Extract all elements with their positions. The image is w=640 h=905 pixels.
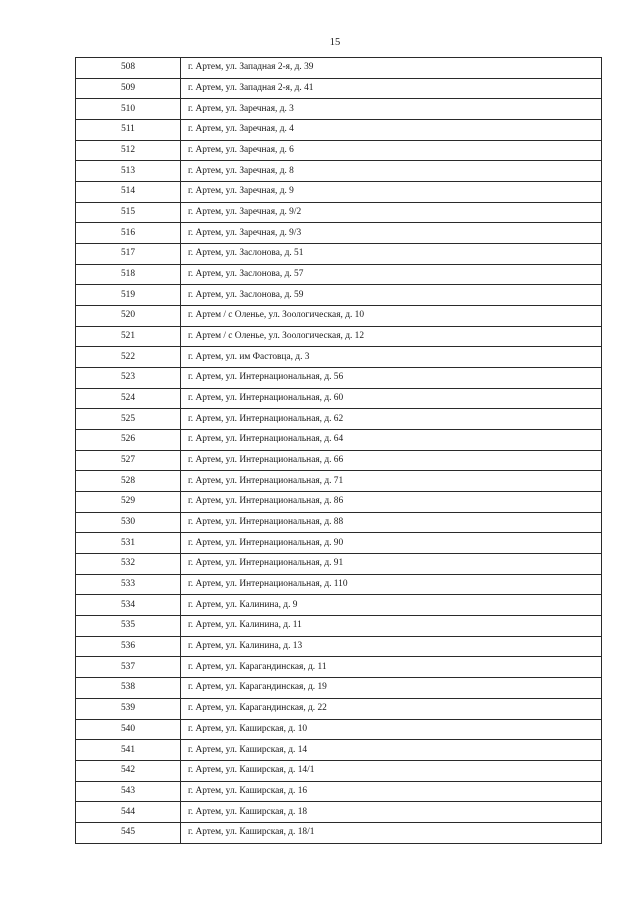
table-row bbox=[76, 760, 602, 781]
table-row bbox=[76, 285, 602, 306]
row-number-cell: 544 bbox=[76, 802, 181, 823]
table-row bbox=[76, 347, 602, 368]
address-cell: г. Артем, ул. Интернациональная, д. 71 bbox=[181, 471, 602, 492]
address-cell: г. Артем, ул. Интернациональная, д. 56 bbox=[181, 368, 602, 389]
row-number-cell: 514 bbox=[76, 182, 181, 203]
address-cell: г. Артем, ул. Заречная, д. 9/3 bbox=[181, 223, 602, 244]
row-number-cell: 512 bbox=[76, 140, 181, 161]
table-row bbox=[76, 368, 602, 389]
table-row bbox=[76, 471, 602, 492]
row-number-cell: 537 bbox=[76, 657, 181, 678]
table-row bbox=[76, 698, 602, 719]
address-cell: г. Артем, ул. Калинина, д. 9 bbox=[181, 595, 602, 616]
address-cell: г. Артем, ул. Интернациональная, д. 64 bbox=[181, 430, 602, 451]
table-row bbox=[76, 306, 602, 327]
row-number-cell: 529 bbox=[76, 492, 181, 513]
row-number-cell: 540 bbox=[76, 719, 181, 740]
row-number-cell: 525 bbox=[76, 409, 181, 430]
row-number-cell: 539 bbox=[76, 698, 181, 719]
address-cell: г. Артем, ул. Каширская, д. 14 bbox=[181, 740, 602, 761]
table-row bbox=[76, 740, 602, 761]
table-row bbox=[76, 430, 602, 451]
table-row bbox=[76, 244, 602, 265]
address-cell: г. Артем, ул. Заслонова, д. 59 bbox=[181, 285, 602, 306]
row-number-cell: 521 bbox=[76, 326, 181, 347]
table-row bbox=[76, 161, 602, 182]
address-cell: г. Артем, ул. Заречная, д. 6 bbox=[181, 140, 602, 161]
row-number-cell: 530 bbox=[76, 512, 181, 533]
row-number-cell: 527 bbox=[76, 450, 181, 471]
address-cell: г. Артем, ул. Каширская, д. 18/1 bbox=[181, 822, 602, 843]
address-table bbox=[75, 57, 602, 844]
address-cell: г. Артем, ул. Интернациональная, д. 88 bbox=[181, 512, 602, 533]
address-cell: г. Артем, ул. Каширская, д. 16 bbox=[181, 781, 602, 802]
address-cell: г. Артем, ул. Каширская, д. 10 bbox=[181, 719, 602, 740]
address-cell: г. Артем, ул. Западная 2-я, д. 39 bbox=[181, 58, 602, 79]
table-row bbox=[76, 182, 602, 203]
address-cell: г. Артем, ул. Калинина, д. 11 bbox=[181, 616, 602, 637]
address-cell: г. Артем, ул. Заслонова, д. 51 bbox=[181, 244, 602, 265]
row-number-cell: 543 bbox=[76, 781, 181, 802]
row-number-cell: 524 bbox=[76, 388, 181, 409]
table-row bbox=[76, 202, 602, 223]
table-row bbox=[76, 595, 602, 616]
address-cell: г. Артем, ул. Интернациональная, д. 86 bbox=[181, 492, 602, 513]
row-number-cell: 542 bbox=[76, 760, 181, 781]
row-number-cell: 528 bbox=[76, 471, 181, 492]
address-cell: г. Артем, ул. Интернациональная, д. 110 bbox=[181, 574, 602, 595]
row-number-cell: 534 bbox=[76, 595, 181, 616]
table-row bbox=[76, 636, 602, 657]
row-number-cell: 517 bbox=[76, 244, 181, 265]
address-cell: г. Артем, ул. Заречная, д. 8 bbox=[181, 161, 602, 182]
address-cell: г. Артем, ул. Заречная, д. 9/2 bbox=[181, 202, 602, 223]
table-row bbox=[76, 781, 602, 802]
row-number-cell: 511 bbox=[76, 120, 181, 141]
address-cell: г. Артем, ул. Заслонова, д. 57 bbox=[181, 264, 602, 285]
row-number-cell: 523 bbox=[76, 368, 181, 389]
address-cell: г. Артем, ул. Каширская, д. 14/1 bbox=[181, 760, 602, 781]
page-number: 15 bbox=[329, 37, 341, 48]
address-cell: г. Артем, ул. Карагандинская, д. 19 bbox=[181, 678, 602, 699]
address-cell: г. Артем, ул. Каширская, д. 18 bbox=[181, 802, 602, 823]
table-row bbox=[76, 719, 602, 740]
row-number-cell: 509 bbox=[76, 78, 181, 99]
row-number-cell: 533 bbox=[76, 574, 181, 595]
row-number-cell: 532 bbox=[76, 554, 181, 575]
row-number-cell: 519 bbox=[76, 285, 181, 306]
table-row bbox=[76, 802, 602, 823]
row-number-cell: 545 bbox=[76, 822, 181, 843]
table-row bbox=[76, 326, 602, 347]
row-number-cell: 508 bbox=[76, 58, 181, 79]
address-cell: г. Артем, ул. Карагандинская, д. 22 bbox=[181, 698, 602, 719]
address-cell: г. Артем, ул. им Фастовца, д. 3 bbox=[181, 347, 602, 368]
address-cell: г. Артем, ул. Интернациональная, д. 90 bbox=[181, 533, 602, 554]
row-number-cell: 522 bbox=[76, 347, 181, 368]
row-number-cell: 518 bbox=[76, 264, 181, 285]
table-row bbox=[76, 140, 602, 161]
address-cell: г. Артем, ул. Заречная, д. 3 bbox=[181, 99, 602, 120]
table-row bbox=[76, 120, 602, 141]
address-cell: г. Артем, ул. Интернациональная, д. 91 bbox=[181, 554, 602, 575]
row-number-cell: 541 bbox=[76, 740, 181, 761]
table-row bbox=[76, 574, 602, 595]
row-number-cell: 516 bbox=[76, 223, 181, 244]
address-cell: г. Артем, ул. Интернациональная, д. 60 bbox=[181, 388, 602, 409]
row-number-cell: 536 bbox=[76, 636, 181, 657]
table-row bbox=[76, 388, 602, 409]
address-cell: г. Артем, ул. Интернациональная, д. 66 bbox=[181, 450, 602, 471]
table-row bbox=[76, 533, 602, 554]
table-row bbox=[76, 512, 602, 533]
row-number-cell: 526 bbox=[76, 430, 181, 451]
row-number-cell: 513 bbox=[76, 161, 181, 182]
table-row bbox=[76, 616, 602, 637]
table-row bbox=[76, 678, 602, 699]
address-cell: г. Артем, ул. Заречная, д. 9 bbox=[181, 182, 602, 203]
table-row bbox=[76, 554, 602, 575]
row-number-cell: 535 bbox=[76, 616, 181, 637]
table-row bbox=[76, 657, 602, 678]
table-row bbox=[76, 223, 602, 244]
table-row bbox=[76, 450, 602, 471]
table-row bbox=[76, 492, 602, 513]
table-row bbox=[76, 822, 602, 843]
table-row bbox=[76, 264, 602, 285]
row-number-cell: 515 bbox=[76, 202, 181, 223]
row-number-cell: 520 bbox=[76, 306, 181, 327]
address-cell: г. Артем, ул. Карагандинская, д. 11 bbox=[181, 657, 602, 678]
address-table-body bbox=[76, 58, 602, 844]
address-cell: г. Артем, ул. Интернациональная, д. 62 bbox=[181, 409, 602, 430]
table-row bbox=[76, 58, 602, 79]
row-number-cell: 531 bbox=[76, 533, 181, 554]
address-cell: г. Артем, ул. Заречная, д. 4 bbox=[181, 120, 602, 141]
row-number-cell: 510 bbox=[76, 99, 181, 120]
table-row bbox=[76, 99, 602, 120]
address-cell: г. Артем, ул. Западная 2-я, д. 41 bbox=[181, 78, 602, 99]
row-number-cell: 538 bbox=[76, 678, 181, 699]
address-cell: г. Артем / с Оленье, ул. Зоологическая, д. 12 bbox=[181, 326, 602, 347]
address-cell: г. Артем / с Оленье, ул. Зоологическая, д. 10 bbox=[181, 306, 602, 327]
address-cell: г. Артем, ул. Калинина, д. 13 bbox=[181, 636, 602, 657]
table-row bbox=[76, 409, 602, 430]
table-row bbox=[76, 78, 602, 99]
